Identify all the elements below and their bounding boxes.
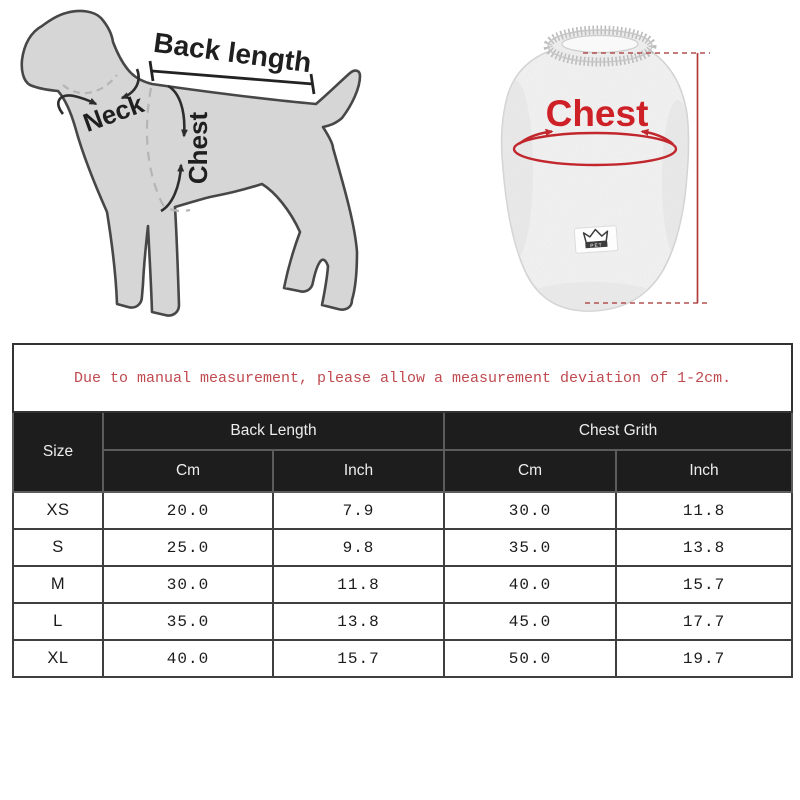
neck-label: Neck	[78, 88, 148, 138]
back-inch-value: 9.8	[273, 529, 444, 566]
column-header-size: Size	[13, 412, 103, 492]
table-row-m	[13, 566, 792, 603]
table-row-xl	[13, 640, 792, 677]
chest-cm-value: 40.0	[444, 566, 616, 603]
chest-cm-value: 30.0	[444, 492, 616, 529]
back-inch-value: 11.8	[273, 566, 444, 603]
brand-tag	[574, 226, 618, 254]
garment-chest-label: Chest	[545, 93, 649, 134]
table-row-s	[13, 529, 792, 566]
vest-collar	[548, 30, 652, 62]
back-inch-value: 15.7	[273, 640, 444, 677]
back-inch-value: 13.8	[273, 603, 444, 640]
dog-measurement-diagram	[22, 11, 360, 316]
chest-inch-value: 15.7	[616, 566, 792, 603]
column-header-back-inch: Inch	[273, 450, 444, 492]
chest-label: Chest	[183, 111, 213, 185]
back-cm-value: 20.0	[103, 492, 273, 529]
chest-inch-value: 13.8	[616, 529, 792, 566]
header-row-groups	[13, 412, 792, 450]
chest-cm-value: 35.0	[444, 529, 616, 566]
size-value: M	[13, 566, 103, 603]
size-value: XL	[13, 640, 103, 677]
measurement-illustration	[0, 0, 800, 340]
chest-inch-value: 17.7	[616, 603, 792, 640]
vest-fur-texture	[495, 30, 695, 320]
size-value: S	[13, 529, 103, 566]
size-value: L	[13, 603, 103, 640]
back-cm-value: 40.0	[103, 640, 273, 677]
header-row-units	[13, 450, 792, 492]
chest-cm-value: 50.0	[444, 640, 616, 677]
tag-text: PET	[590, 243, 603, 250]
chest-inch-value: 19.7	[616, 640, 792, 677]
back-cm-value: 35.0	[103, 603, 273, 640]
back-cm-value: 30.0	[103, 566, 273, 603]
column-header-chest-inch: Inch	[616, 450, 792, 492]
back-inch-value: 7.9	[273, 492, 444, 529]
column-header-chest-girth: Chest Grith	[444, 412, 792, 450]
table-row-xs	[13, 492, 792, 529]
back-length-label: Back length	[151, 26, 314, 79]
back-cm-value: 25.0	[103, 529, 273, 566]
table-row-l	[13, 603, 792, 640]
column-header-back-length: Back Length	[103, 412, 444, 450]
garment-illustration	[495, 30, 710, 320]
chest-cm-value: 45.0	[444, 603, 616, 640]
measurement-note: Due to manual measurement, please allow a measurement deviation of 1-2cm.	[13, 344, 792, 412]
column-header-chest-cm: Cm	[444, 450, 616, 492]
size-table	[12, 343, 793, 678]
chest-inch-value: 11.8	[616, 492, 792, 529]
size-value: XS	[13, 492, 103, 529]
column-header-back-cm: Cm	[103, 450, 273, 492]
diagram-svg	[0, 0, 800, 340]
note-row	[13, 344, 792, 412]
